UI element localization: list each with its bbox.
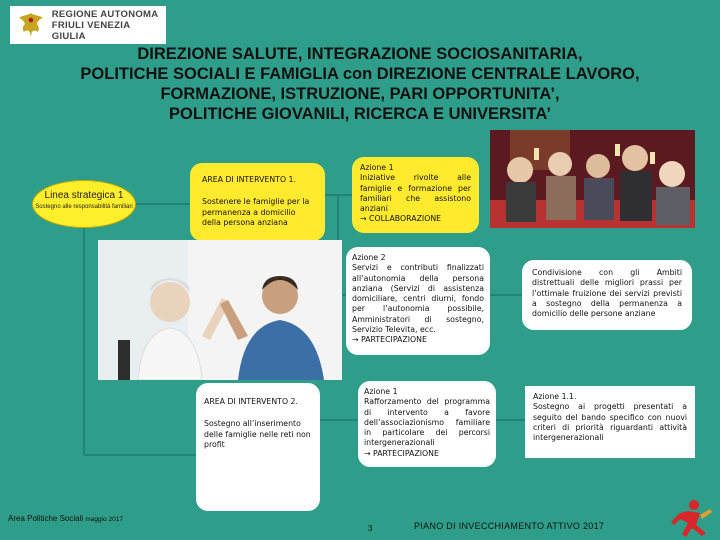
area2-text: Sostegno all’inserimento delle famiglie nelle reti non profit — [204, 419, 311, 449]
condivisione-box — [522, 260, 692, 330]
eagle-logo-icon — [16, 10, 46, 40]
logo-line1: REGIONE AUTONOMA — [51, 8, 159, 20]
area-intervento-1-box — [190, 163, 325, 241]
azione1-collaborazione-box — [352, 157, 479, 233]
area1-title: AREA DI INTERVENTO 1. — [202, 175, 296, 184]
azione11-title: Azione 1.1. — [533, 392, 577, 401]
azione2-text: Servizi e contributi finalizzati all’autonomia della persona anziana (Servizi di assistenza domiciliare, centri diurni, fondo per l’autonomia possibile, Amministratori di sostegno, Servizio Televita, ecc. — [352, 263, 484, 335]
azione-1-1-box — [525, 386, 695, 458]
azione1-area2-tag: → PARTECIPAZIONE — [364, 448, 439, 458]
area1-text: Sostenere le famiglie per la permanenza a domicilio della persona anziana — [202, 197, 310, 227]
azione1-tag: → COLLABORAZIONE — [360, 214, 442, 224]
strategic-line-title: Linea strategica 1 — [44, 190, 124, 201]
azione1-area2-title: Azione 1 — [364, 387, 398, 396]
title-line-3: FORMAZIONE, ISTRUZIONE, PARI OPPORTUNITA’, — [160, 85, 560, 103]
azione1-area2-text: Rafforzamento del programma di intervento a favore dell’associazionismo familiare in particolare dei percorsi intergenerazionali — [364, 397, 490, 448]
active-aging-logo-icon — [660, 497, 718, 539]
area-intervento-2-box — [196, 383, 320, 511]
azione1-text: Iniziative rivolte alle famiglie e formazione per familiari che assistono anziani — [360, 173, 471, 214]
azione11-text: Sostegno ai progetti presentati a seguito del bando specifico con nuovi criteri di priorità riguardanti attività intergenerazionali — [533, 402, 687, 443]
area2-title: AREA DI INTERVENTO 2. — [204, 397, 298, 406]
region-logo — [10, 6, 166, 44]
footer-area-label: Area Politiche Sociali — [8, 514, 84, 523]
footer-plan-title: PIANO DI INVECCHIAMENTO ATTIVO 2017 — [414, 521, 605, 531]
title-line-2: POLITICHE SOCIALI E FAMIGLIA con DIREZIONE CENTRALE LAVORO, — [80, 65, 640, 83]
azione2-partecipazione-box — [346, 247, 490, 355]
azione2-tag: → PARTECIPAZIONE — [352, 335, 427, 345]
azione1-area2-box — [358, 381, 496, 467]
title-line-1: DIREZIONE SALUTE, INTEGRAZIONE SOCIOSANITARIA, — [137, 45, 583, 63]
title-line-4: POLITICHE GIOVANILI, RICERCA E UNIVERSITA’ — [169, 105, 551, 123]
strategic-line-subtitle: Sostegno alle responsabilità familiari — [35, 204, 133, 210]
strategic-line-ellipse — [32, 180, 136, 228]
condivisione-text: Condivisione con gli Ambiti distrettuali delle migliori prassi per l’ottimale fruizione dei servizi previsti a sostegno della permanenza a domicilio delle persone anziane — [532, 268, 682, 319]
azione1-title: Azione 1 — [360, 163, 394, 172]
footer-left — [8, 514, 123, 523]
caregiver-photo — [98, 240, 342, 380]
page-title — [20, 44, 700, 124]
footer-date: maggio 2017 — [85, 516, 123, 523]
page-number: 3 — [368, 524, 373, 533]
azione2-title: Azione 2 — [352, 253, 386, 262]
logo-line2: FRIULI VENEZIA GIULIA — [51, 19, 131, 42]
elderly-group-photo — [490, 130, 695, 228]
